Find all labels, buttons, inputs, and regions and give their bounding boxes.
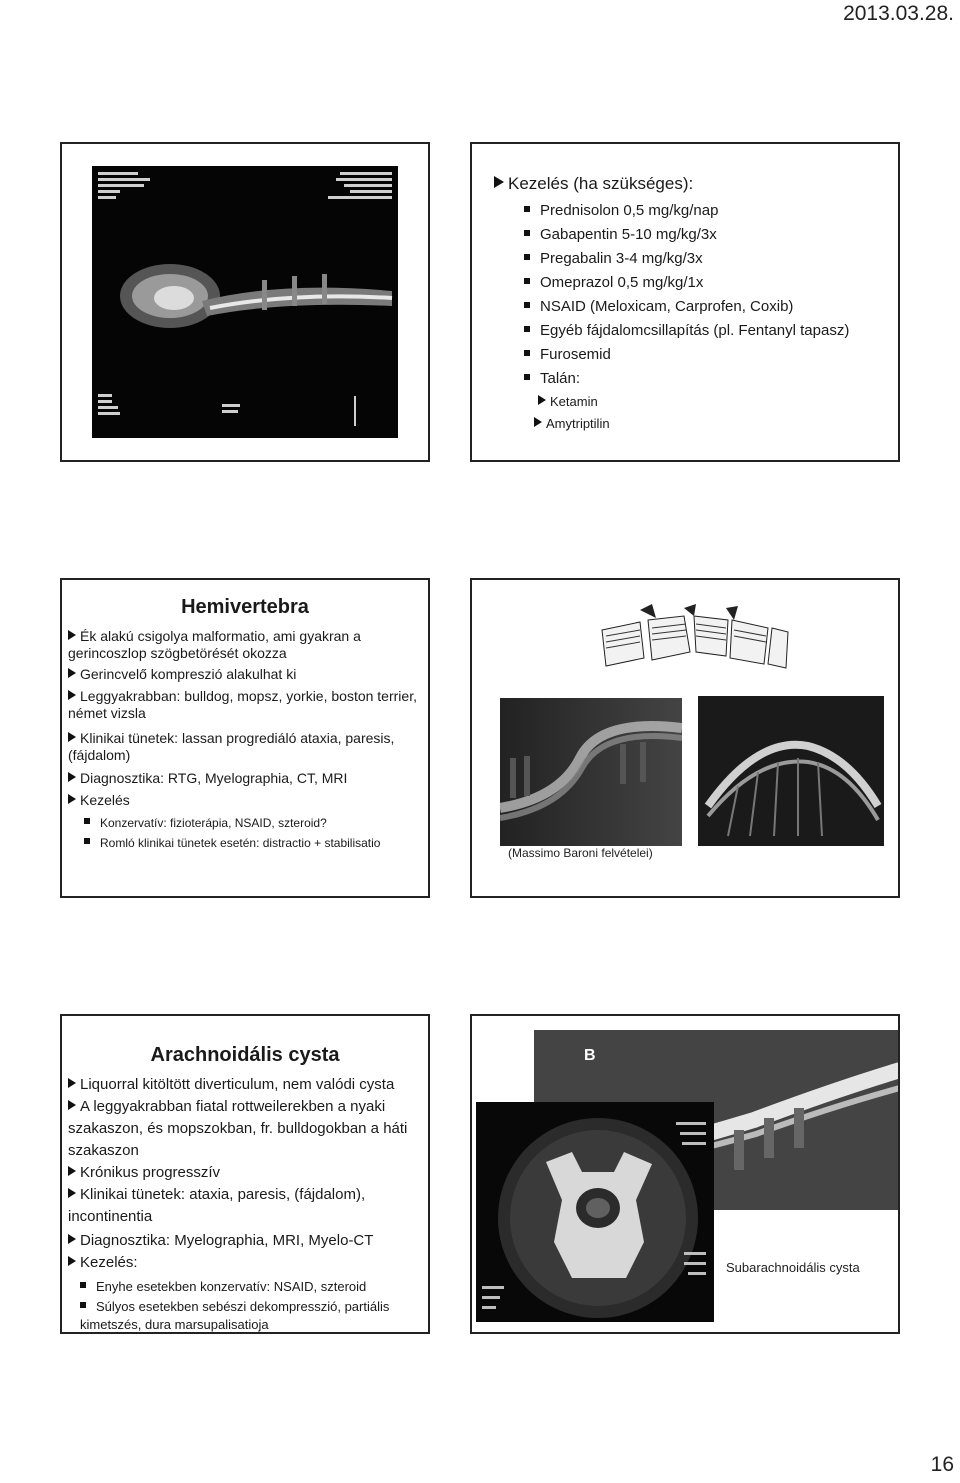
xray-image-left xyxy=(500,698,682,846)
slide-mri xyxy=(60,142,430,462)
bullet-arrow-icon xyxy=(68,1078,76,1088)
cyst-item: Krónikus progresszív xyxy=(68,1162,424,1184)
bullet-arrow-icon xyxy=(494,176,504,188)
hemivertebra-item: Leggyakrabban: bulldog, mopsz, yorkie, boston terrier, német vizsla xyxy=(68,688,417,721)
hemivertebra-item: Diagnosztika: RTG, Myelographia, CT, MRI xyxy=(68,770,424,787)
square-bullet-icon xyxy=(80,1282,86,1288)
hemivertebra-subitem: Romló klinikai tünetek esetén: distractio + stabilisatio xyxy=(84,836,380,850)
cyst-item: Liquorral kitöltött diverticulum, nem valódi cysta xyxy=(68,1074,424,1096)
vertebra-drawing-image xyxy=(600,602,790,684)
treatment-item: Omeprazol 0,5 mg/kg/1x xyxy=(524,274,703,291)
treatment-item: Pregabalin 3-4 mg/kg/3x xyxy=(524,250,703,267)
square-bullet-icon xyxy=(84,818,90,824)
bullet-arrow-icon xyxy=(68,1256,76,1266)
treatment-subitem: Amytriptilin xyxy=(534,416,610,431)
bullet-arrow-icon xyxy=(68,1188,76,1198)
hemivertebra-item: Klinikai tünetek: lassan progrediáló ataxia, paresis, (fájdalom) xyxy=(68,730,395,763)
treatment-item: Talán: xyxy=(524,370,580,387)
square-bullet-icon xyxy=(524,278,530,284)
treatment-item: Prednisolon 0,5 mg/kg/nap xyxy=(524,202,718,219)
bullet-arrow-icon xyxy=(538,395,546,405)
square-bullet-icon xyxy=(524,326,530,332)
slide-treatment xyxy=(470,142,900,462)
slide-arachnoid-cyst xyxy=(60,1014,430,1334)
slide-cyst-images xyxy=(470,1014,900,1334)
bullet-arrow-icon xyxy=(68,1234,76,1244)
treatment-item: Furosemid xyxy=(524,346,611,363)
cyst-item: A leggyakrabban fiatal rottweilerekben a nyaki szakaszon, és mopszokban, fr. bulldogokban a háti szakaszon xyxy=(68,1098,408,1159)
xray-caption: (Massimo Baroni felvételei) xyxy=(508,846,653,860)
square-bullet-icon xyxy=(524,206,530,212)
treatment-item: NSAID (Meloxicam, Carprofen, Coxib) xyxy=(524,298,793,315)
cyst-images-caption: Subarachnoidális cysta xyxy=(726,1260,860,1275)
square-bullet-icon xyxy=(524,302,530,308)
treatment-item: Gabapentin 5-10 mg/kg/3x xyxy=(524,226,717,243)
bullet-arrow-icon xyxy=(68,794,76,804)
cyst-item: Diagnosztika: Myelographia, MRI, Myelo-CT xyxy=(68,1230,424,1252)
bullet-arrow-icon xyxy=(68,690,76,700)
bullet-arrow-icon xyxy=(68,732,76,742)
treatment-item: Egyéb fájdalomcsillapítás (pl. Fentanyl tapasz) xyxy=(524,322,849,339)
cyst-item: Klinikai tünetek: ataxia, paresis, (fájdalom), incontinentia xyxy=(68,1186,366,1225)
xray-image-right xyxy=(698,696,884,846)
cyst-subitem: Súlyos esetekben sebészi dekompresszió, partiális kimetszés, dura marsupalisatioja xyxy=(80,1299,390,1332)
bullet-arrow-icon xyxy=(68,1166,76,1176)
mri-scan-image xyxy=(92,166,398,438)
page-number: 16 xyxy=(930,1453,954,1476)
square-bullet-icon xyxy=(524,254,530,260)
treatment-heading xyxy=(494,174,693,194)
slide-hemivertebra xyxy=(60,578,430,898)
header-date: 2013.03.28. xyxy=(843,2,954,25)
slide-xray-images xyxy=(470,578,900,898)
square-bullet-icon xyxy=(80,1302,86,1308)
hemivertebra-item: Kezelés xyxy=(68,792,424,809)
cyst-subitem: Enyhe esetekben konzervatív: NSAID, szteroid xyxy=(80,1278,420,1296)
ct-scan-image xyxy=(476,1102,714,1322)
treatment-heading-text: Kezelés (ha szükséges): xyxy=(508,174,694,193)
cyst-item: Kezelés: xyxy=(68,1252,424,1274)
square-bullet-icon xyxy=(84,838,90,844)
bullet-arrow-icon xyxy=(68,772,76,782)
hemivertebra-item: Gerincvelő kompreszió alakulhat ki xyxy=(68,666,424,683)
panel-letter: B xyxy=(584,1047,596,1064)
treatment-subitem: Ketamin xyxy=(538,394,598,409)
hemivertebra-subitem: Konzervatív: fizioterápia, NSAID, szteroid? xyxy=(84,816,327,830)
bullet-arrow-icon xyxy=(68,630,76,640)
square-bullet-icon xyxy=(524,230,530,236)
bullet-arrow-icon xyxy=(68,1100,76,1110)
hemivertebra-item: Ék alakú csigolya malformatio, ami gyakran a gerincoszlop szögbetörését okozza xyxy=(68,628,361,661)
square-bullet-icon xyxy=(524,374,530,380)
hemivertebra-title: Hemivertebra xyxy=(181,596,309,618)
square-bullet-icon xyxy=(524,350,530,356)
cyst-title: Arachnoidális cysta xyxy=(150,1044,340,1066)
bullet-arrow-icon xyxy=(68,668,76,678)
bullet-arrow-icon xyxy=(534,417,542,427)
